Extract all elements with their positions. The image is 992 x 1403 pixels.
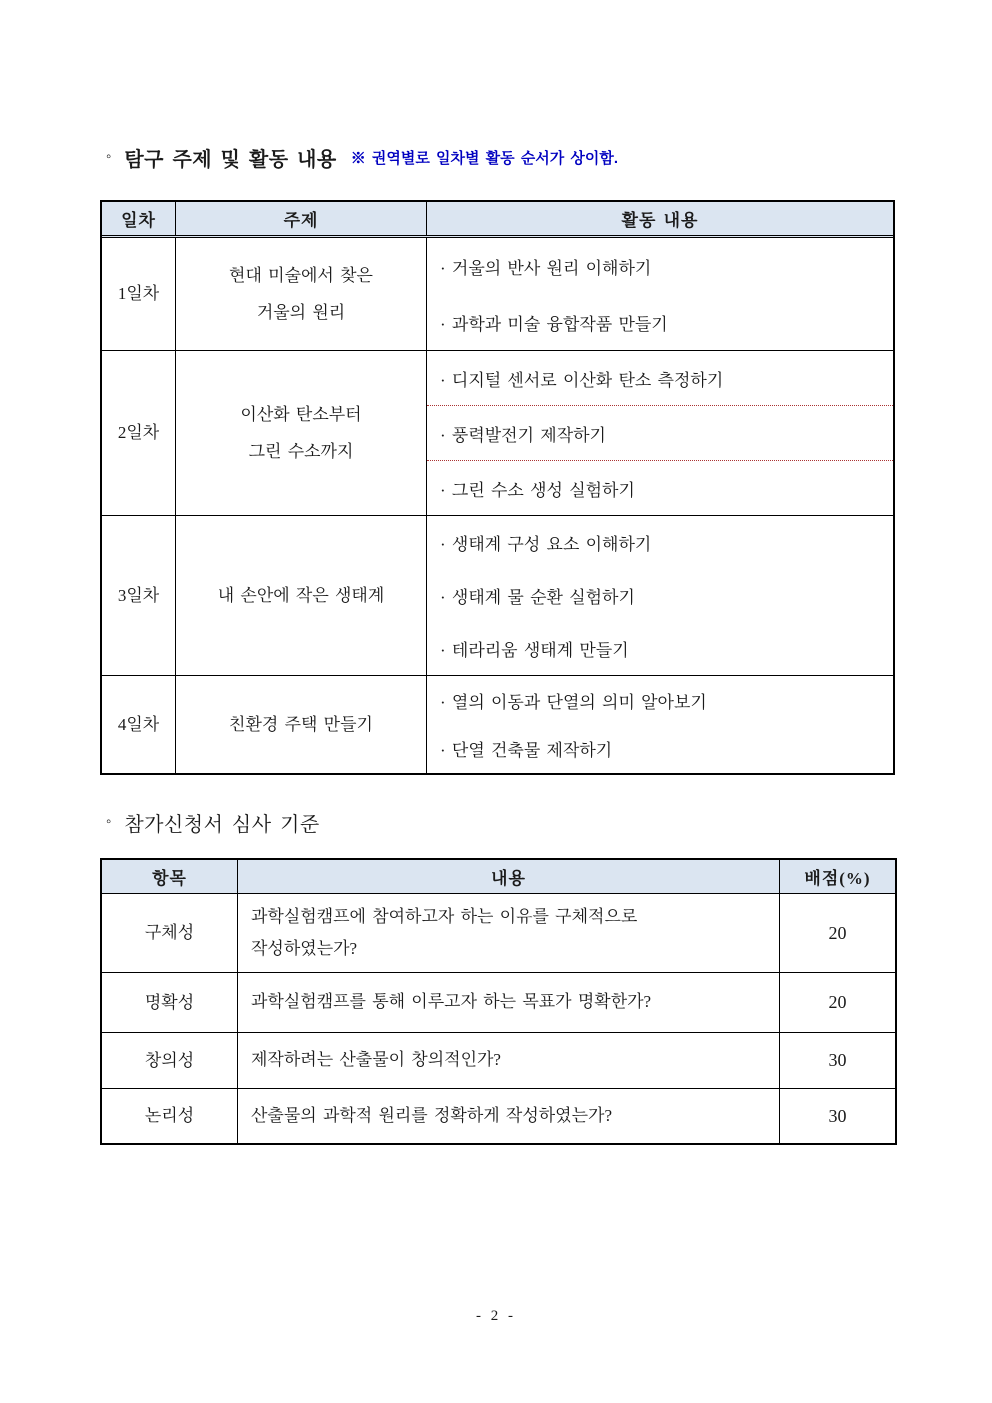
content-line: 제작하려는 산출물이 창의적인가?	[251, 1050, 501, 1070]
page-number: - 2 -	[476, 1308, 516, 1324]
content-cell	[238, 1033, 780, 1088]
activity-item: · 과학과 미술 융합작품 만들기	[440, 314, 668, 334]
topic-line: 이산화 탄소부터	[240, 404, 362, 424]
content-line: 산출물의 과학적 원리를 정확하게 작성하였는가?	[251, 1105, 612, 1125]
header-cell-item: 항목	[102, 860, 238, 893]
circle-bullet-icon: ◦	[106, 814, 112, 830]
day-cell: 3일차	[102, 516, 176, 675]
criteria-table-header-row	[102, 860, 895, 894]
topic-line: 거울의 원리	[256, 303, 346, 322]
header-cell-score: 배점(%)	[804, 869, 871, 888]
activities-cell	[427, 516, 893, 675]
activity-table	[100, 200, 895, 775]
activity-item: · 생태계 물 순환 실험하기	[440, 588, 635, 607]
day-cell: 4일차	[102, 676, 176, 773]
score-cell: 20	[828, 992, 847, 1012]
activity-item: · 그린 수소 생성 실험하기	[427, 460, 893, 515]
topic-cell	[176, 516, 427, 675]
day-cell: 1일차	[102, 238, 176, 350]
topic-cell	[176, 676, 427, 773]
item-cell: 구체성	[102, 894, 238, 972]
content-cell	[238, 894, 780, 972]
activity-item: · 열의 이동과 단열의 의미 알아보기	[440, 692, 707, 712]
activity-table-header-row	[102, 202, 893, 238]
content-line: 작성하였는가?	[251, 939, 358, 958]
table-row	[102, 350, 893, 515]
activity-item: · 생태계 구성 요소 이해하기	[440, 535, 652, 554]
item-cell: 명확성	[102, 973, 238, 1032]
topic-line: 현대 미술에서 찾은	[229, 265, 373, 285]
activity-item: · 테라리움 생태계 만들기	[440, 641, 629, 660]
item-cell: 논리성	[102, 1089, 238, 1143]
content-line: 과학실험캠프에 참여하고자 하는 이유를 구체적으로	[251, 906, 638, 926]
activity-item: · 디지털 센서로 이산화 탄소 측정하기	[440, 370, 724, 390]
content-cell	[238, 1089, 780, 1143]
table-row	[102, 675, 893, 773]
table-row	[102, 1088, 895, 1143]
activities-cell	[427, 238, 893, 350]
activities-cell	[427, 676, 893, 773]
section2-title: 참가신청서 심사 기준	[124, 814, 320, 836]
topic-line: 내 손안에 작은 생태계	[217, 585, 385, 605]
content-line: 과학실험캠프를 통해 이루고자 하는 목표가 명확한가?	[251, 992, 652, 1012]
circle-bullet-icon: ◦	[106, 149, 112, 165]
topic-cell	[176, 238, 427, 350]
activity-item: · 풍력발전기 제작하기	[427, 405, 893, 460]
criteria-table	[100, 858, 897, 1145]
header-cell-day: 일차	[102, 202, 176, 235]
header-cell-content: 내용	[238, 860, 780, 893]
activity-item: · 단열 건축물 제작하기	[440, 741, 613, 761]
activities-cell	[427, 351, 893, 515]
header-cell-activities: 활동 내용	[621, 211, 699, 230]
topic-line: 그린 수소까지	[248, 442, 354, 461]
section1-note: ※ 권역별로 일차별 활동 순서가 상이함.	[350, 150, 619, 167]
section2-heading	[106, 808, 320, 837]
score-cell: 30	[828, 1050, 847, 1070]
score-cell: 30	[828, 1105, 847, 1126]
topic-line: 친환경 주택 만들기	[229, 714, 373, 734]
item-cell: 창의성	[102, 1033, 238, 1088]
day-cell: 2일차	[102, 351, 176, 515]
section1-heading	[106, 143, 618, 172]
header-cell-topic: 주제	[176, 202, 427, 235]
table-row	[102, 238, 893, 350]
topic-cell	[176, 351, 427, 515]
section1-title: 탐구 주제 및 활동 내용	[124, 149, 337, 171]
table-row	[102, 515, 893, 675]
content-cell	[238, 973, 780, 1032]
activity-item: · 거울의 반사 원리 이해하기	[440, 258, 652, 278]
score-cell: 20	[828, 922, 847, 943]
table-row	[102, 894, 895, 972]
table-row	[102, 1032, 895, 1088]
table-row	[102, 972, 895, 1032]
